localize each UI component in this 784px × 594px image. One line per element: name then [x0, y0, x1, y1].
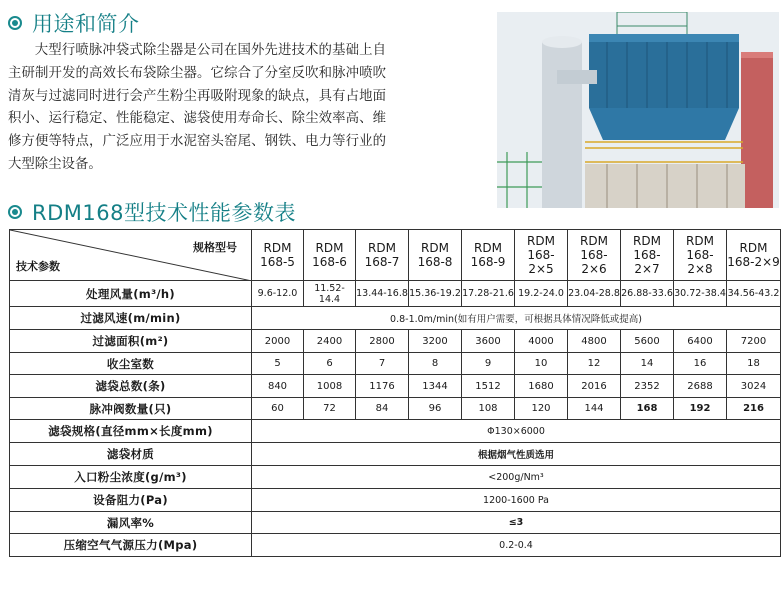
value-cell: 14 [621, 353, 674, 375]
table-row [10, 420, 781, 443]
model-header: RDM 168-6 [304, 230, 356, 281]
value-cell: 3600 [462, 330, 515, 353]
row-label: 滤袋规格(直径mm×长度mm) [10, 420, 252, 443]
value-cell: 7 [356, 353, 409, 375]
value-cell: 6 [304, 353, 356, 375]
value-cell: 9 [462, 353, 515, 375]
model-header: RDM 168-2×8 [674, 230, 727, 281]
value-cell: 30.72-38.4 [674, 281, 727, 307]
dust-collector-photo [497, 12, 779, 208]
table-row [10, 466, 781, 489]
value-cell: 216 [727, 398, 781, 420]
value-cell: 3024 [727, 375, 781, 398]
value-cell: 2400 [304, 330, 356, 353]
table-row [10, 534, 781, 557]
intro-paragraph: 大型行喷脉冲袋式除尘器是公司在国外先进技术的基础上自主研制开发的高效长布袋除尘器。它综合了分室反吹和脉冲喷吹清灰与过滤同时进行会产生粉尘再吸附现象的缺点，具有占地面积小、运行稳定、性能稳定、滤袋使用寿命长、除尘效率高、维修方便等特点，广泛应用于水泥窑头窑尾、钢铁、电力等行业的大型除尘设备。 [8, 43, 386, 172]
value-cell: 11.52-14.4 [304, 281, 356, 307]
row-label: 入口粉尘浓度(g/m³) [10, 466, 252, 489]
value-cell: 3200 [409, 330, 462, 353]
value-cell: 1344 [409, 375, 462, 398]
value-cell: 192 [674, 398, 727, 420]
value-cell: 2000 [252, 330, 304, 353]
value-cell: 120 [515, 398, 568, 420]
value-cell: 108 [462, 398, 515, 420]
corner-top-label: 规格型号 [193, 241, 237, 254]
spec-table-wrapper [9, 229, 780, 590]
value-cell: 840 [252, 375, 304, 398]
spanned-value-cell: Φ130×6000 [252, 420, 781, 443]
row-label: 过滤风速(m/min) [10, 307, 252, 330]
table-row [10, 443, 781, 466]
value-cell: 23.04-28.8 [568, 281, 621, 307]
value-cell: 13.44-16.8 [356, 281, 409, 307]
spanned-value-cell: ≤3 [252, 512, 781, 534]
section-title: 用途和简介 [32, 12, 140, 36]
value-cell: 12 [568, 353, 621, 375]
value-cell: 60 [252, 398, 304, 420]
value-cell: 8 [409, 353, 462, 375]
section-heading-specs [8, 197, 296, 227]
spanned-value-cell: 0.8-1.0m/min(如有用户需要，可根据具体情况降低或提高) [252, 307, 781, 330]
spanned-value-cell: 根据烟气性质选用 [252, 443, 781, 466]
model-header: RDM 168-2×5 [515, 230, 568, 281]
value-cell: 96 [409, 398, 462, 420]
table-row [10, 307, 781, 330]
value-cell: 4000 [515, 330, 568, 353]
table-row [10, 489, 781, 512]
header-row [10, 230, 781, 281]
value-cell: 26.88-33.6 [621, 281, 674, 307]
row-label: 收尘室数 [10, 353, 252, 375]
value-cell: 5 [252, 353, 304, 375]
value-cell: 2016 [568, 375, 621, 398]
value-cell: 168 [621, 398, 674, 420]
section-heading-usage [8, 8, 140, 38]
model-header: RDM 168-2×7 [621, 230, 674, 281]
value-cell: 84 [356, 398, 409, 420]
row-label: 脉冲阀数量(只) [10, 398, 252, 420]
table-row [10, 398, 781, 420]
row-label: 漏风率% [10, 512, 252, 534]
value-cell: 7200 [727, 330, 781, 353]
spanned-value-cell: 1200-1600 Pa [252, 489, 781, 512]
row-label: 处理风量(m³/h) [10, 281, 252, 307]
circle-bullet-icon [8, 205, 22, 219]
row-label: 过滤面积(m²) [10, 330, 252, 353]
spanned-value-cell: <200g/Nm³ [252, 466, 781, 489]
row-label: 滤袋总数(条) [10, 375, 252, 398]
value-cell: 1680 [515, 375, 568, 398]
value-cell: 72 [304, 398, 356, 420]
table-row [10, 512, 781, 534]
model-header: RDM 168-7 [356, 230, 409, 281]
spanned-value-cell: 0.2-0.4 [252, 534, 781, 557]
row-label: 滤袋材质 [10, 443, 252, 466]
value-cell: 17.28-21.6 [462, 281, 515, 307]
model-header: RDM 168-2×9 [727, 230, 781, 281]
model-header: RDM 168-2×6 [568, 230, 621, 281]
value-cell: 2800 [356, 330, 409, 353]
circle-bullet-icon [8, 16, 22, 30]
model-header: RDM 168-8 [409, 230, 462, 281]
row-label: 设备阻力(Pa) [10, 489, 252, 512]
spec-table [9, 229, 781, 557]
value-cell: 1008 [304, 375, 356, 398]
spec-table-body [10, 281, 781, 557]
value-cell: 2352 [621, 375, 674, 398]
value-cell: 19.2-24.0 [515, 281, 568, 307]
value-cell: 18 [727, 353, 781, 375]
corner-bottom-label: 技术参数 [16, 260, 60, 273]
value-cell: 15.36-19.2 [409, 281, 462, 307]
row-label: 压缩空气气源压力(Mpa) [10, 534, 252, 557]
table-row [10, 281, 781, 307]
model-header: RDM 168-5 [252, 230, 304, 281]
section-title: RDM168型技术性能参数表 [32, 201, 296, 225]
table-row [10, 375, 781, 398]
value-cell: 16 [674, 353, 727, 375]
value-cell: 9.6-12.0 [252, 281, 304, 307]
value-cell: 6400 [674, 330, 727, 353]
value-cell: 1512 [462, 375, 515, 398]
value-cell: 144 [568, 398, 621, 420]
table-row [10, 353, 781, 375]
value-cell: 1176 [356, 375, 409, 398]
value-cell: 4800 [568, 330, 621, 353]
corner-header-cell [10, 230, 252, 281]
industrial-plant-illustration [497, 12, 779, 208]
value-cell: 5600 [621, 330, 674, 353]
value-cell: 10 [515, 353, 568, 375]
table-row [10, 330, 781, 353]
model-header: RDM 168-9 [462, 230, 515, 281]
value-cell: 34.56-43.2 [727, 281, 781, 307]
value-cell: 2688 [674, 375, 727, 398]
